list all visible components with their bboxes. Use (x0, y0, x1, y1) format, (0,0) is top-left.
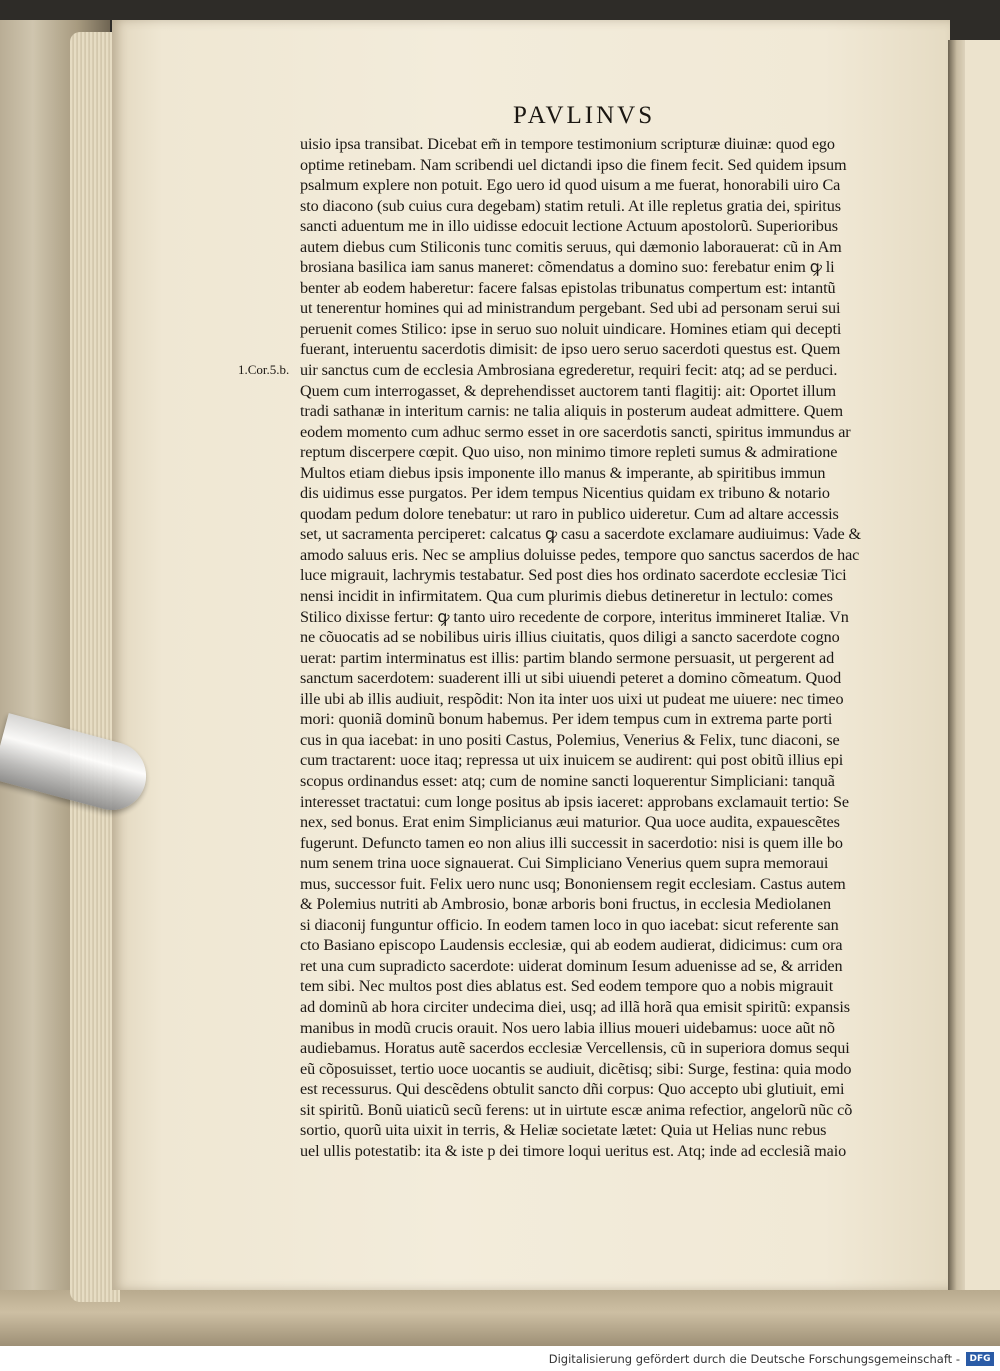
text-line: cum tractarent: uoce itaq; repressa ut uix inuicem se audirent: qui post obitũ illius epi (300, 751, 844, 770)
text-line: sancti aduentum me in illo uidisse edocuit lectione Actuum apostolorũ. Superioribus (300, 217, 838, 236)
book-cover-bottom (0, 1290, 1000, 1346)
text-line: brosiana basilica iam sanus maneret: cõmendatus a domino suo: ferebatur enim ꝙ li (300, 258, 835, 277)
text-line: quodam pedum dolore tenebatur: ut raro in publico uideretur. Cum ad altare accessis (300, 504, 839, 523)
text-line: ut tenerentur homines qui ad ministrandum pergebant. Sed ubi ad personam serui sui (300, 299, 841, 318)
text-line: ret una cum supradicto sacerdote: uiderat dominum Iesum aduenisse ad se, & arriden (300, 956, 843, 975)
text-line: sanctum sacerdotem: suaderent illi ut sibi uiuendi peteret a domino cõmeatum. Quod (300, 669, 842, 688)
text-line: luce migrauit, lachrymis testabatur. Sed post dies hos ordinato sacerdote ecclesiæ Tici (300, 566, 847, 585)
text-line: eũ cõposuisset, tertio uoce uocantis se audiuit, dicẽtisq; sibi: Surge, festina: quia modo (300, 1059, 852, 1078)
text-line: set, ut sacramenta perciperet: calcatus ꝙ casu a sacerdote exclamare audiuimus: Vade & (300, 525, 862, 544)
text-line: sortio, quorũ uita uixit in terris, & Heliæ societate lætet: Quia ut Helias nunc rebus (300, 1121, 827, 1140)
text-line: est recessurus. Qui descẽdens obtulit sancto dñi corpus: Quo accepto ubi glutiuit, emi (300, 1080, 845, 1099)
text-line: sto diacono (sub cuius cura degebam) statim retuli. At ille repletus gratia dei, spiritus (300, 196, 841, 215)
text-line: eodem momento cum adhuc sermo esset in ore sacerdotis sancti, spiritus immundus ar (300, 422, 851, 441)
text-line: audiebamus. Horatus autẽ sacerdos ecclesiæ Vercellensis, cũ in superiora domus sequi (300, 1039, 850, 1058)
text-line: ad dominũ ab hora circiter undecima diei, usq; ad illã horã qua emisit spiritũ: expansis (300, 997, 850, 1016)
text-line: uir sanctus cum de ecclesia Ambrosiana egrederetur, requiri fecit: atq; ad se perduci. (300, 361, 838, 380)
text-line: uisio ipsa transibat. Dicebat em̃ in tempore testimonium scripturæ diuinæ: quod ego (300, 135, 835, 153)
text-line: scopus ordinandus esset: atq; cum de nomine sancti loquerentur Simpliciani: tanquã (300, 771, 835, 790)
text-line: autem diebus cum Stiliconis tunc comitis seruus, qui dæmonio laborauerat: cũ in Am (300, 237, 842, 256)
text-line: amodo saluus eris. Nec se amplius doluisse pedes, tempore quo sanctus sacerdos de hac (300, 545, 860, 564)
text-line: mus, successor fuit. Felix uero nunc usq; Bononiensem regit ecclesiam. Castus autem (300, 874, 846, 893)
dfg-logo: DFG (966, 1352, 994, 1366)
text-line: Quem cum interrogasset, & deprehendisset auctorem tanti flagitij: ait: Oportet illum (300, 381, 836, 400)
text-line: cus in qua iacebat: in uno positi Castus, Polemius, Venerius & Felix, tunc diaconi, se (300, 730, 840, 749)
text-line: tem sibi. Nec multos post dies ablatus est. Sed eodem tempore quo a nobis migrauit (300, 977, 834, 996)
text-line: fugerunt. Defuncto tamen eo non alius illi successit in sacerdotio: nisi is quem ille bo (300, 833, 843, 852)
footer-credit: Digitalisierung gefördert durch die Deutsche Forschungsgemeinschaft - (548, 1352, 960, 1366)
text-line: si diaconij funguntur officio. In eodem tamen loco in quo iacebat: sicut referente san (300, 915, 839, 934)
text-line: num senem trina uoce signauerat. Cui Simpliciano Venerius quem supra memoraui (300, 854, 829, 873)
text-line: reptum discerpere cœpit. Quo uiso, non minimo timore repleti sumus & admiratione (300, 443, 838, 462)
text-line: peruenit comes Stilico: ipse in seruo suo noluit uindicare. Homines etiam qui decepti (300, 319, 842, 338)
text-line: Stilico dixisse fertur: ꝙ tanto uiro recedente de corpore, interitus immineret Italiæ. Vn (300, 607, 849, 626)
text-line: cto Basiano episcopo Laudensis ecclesiæ, qui ab eodem audierat, didicimus: cum ora (300, 936, 843, 955)
text-line: sit spiritũ. Bonũ uiaticũ secũ ferens: ut in uirtute escæ anima refectior, angelorũ nũc cõ (300, 1100, 853, 1119)
facing-page (965, 40, 1000, 1290)
text-line: benter ab eodem haberetur: facere falsas epistolas tribunatus compertum est: intantũ (300, 278, 836, 297)
text-line: Multos etiam diebus ipsis imponente illo manus & imperante, ab spiritibus immun (300, 463, 826, 482)
text-line: ille ubi ab illis audiuit, respõdit: Non ita inter uos uixi ut pudeat me uiuere: nec timeo (300, 689, 844, 708)
text-line: nex, sed bonus. Erat enim Simplicianus æui maturior. Qua uoce audita, expauescẽtes (300, 813, 840, 832)
text-line: fuerant, interuentu sacerdotis dimisit: de ipso uero seruo sacerdoti questus est. Quem (300, 340, 841, 359)
text-line: manibus in modũ crucis orauit. Nos uero labia illius moueri uidebamus: uoce aũt nõ (300, 1018, 835, 1037)
text-line: dis uidimus esse purgatos. Per idem tempus Nicentius quidam ex tribuno & notario (300, 484, 830, 503)
text-line: mori: quoniã dominũ bonum habemus. Per idem tempus cum in extrema parte porti (300, 710, 833, 729)
text-column (300, 134, 890, 1161)
text-line: ne cõuocatis ad se nobilibus uiris illius ciuitatis, quos diligi a sancto sacerdote cogno (300, 628, 840, 647)
text-line: uerat: partim interminatus est illis: partim blando sermone persuasit, ut pergerent ad (300, 648, 835, 667)
text-line: optime retinebam. Nam scribendi uel dictandi ipso die finem fecit. Sed quidem ipsum (300, 155, 847, 174)
marginal-note: 1.Cor.5.b. (238, 362, 290, 377)
text-line: interesset tractatui: cum longe positus ab ipsis iaceret: approbans exclamauit tertio: Se (300, 792, 849, 811)
text-line: psalmum explere non potuit. Ego uero id quod uisum a me fuerat, honorabili uiro Ca (300, 176, 841, 195)
text-line: nensi incidit in infirmitatem. Qua cum plurimis diebus detineretur in lectulo: comes (300, 587, 833, 606)
text-line: tradi sathanæ in interitum carnis: ne talia aliquis in posterum audeat admittere. Quem (300, 402, 843, 421)
text-line: uel ullis potestatib: ita & iste p dei timore loqui ueritus est. Atq; inde ad ecclesiã maio (300, 1141, 847, 1160)
text-line: & Polemius nutriti ab Ambrosio, bonæ arboris boni fructus, in ecclesia Mediolanen (300, 895, 831, 914)
running-head: PAVLINVS (513, 102, 656, 129)
